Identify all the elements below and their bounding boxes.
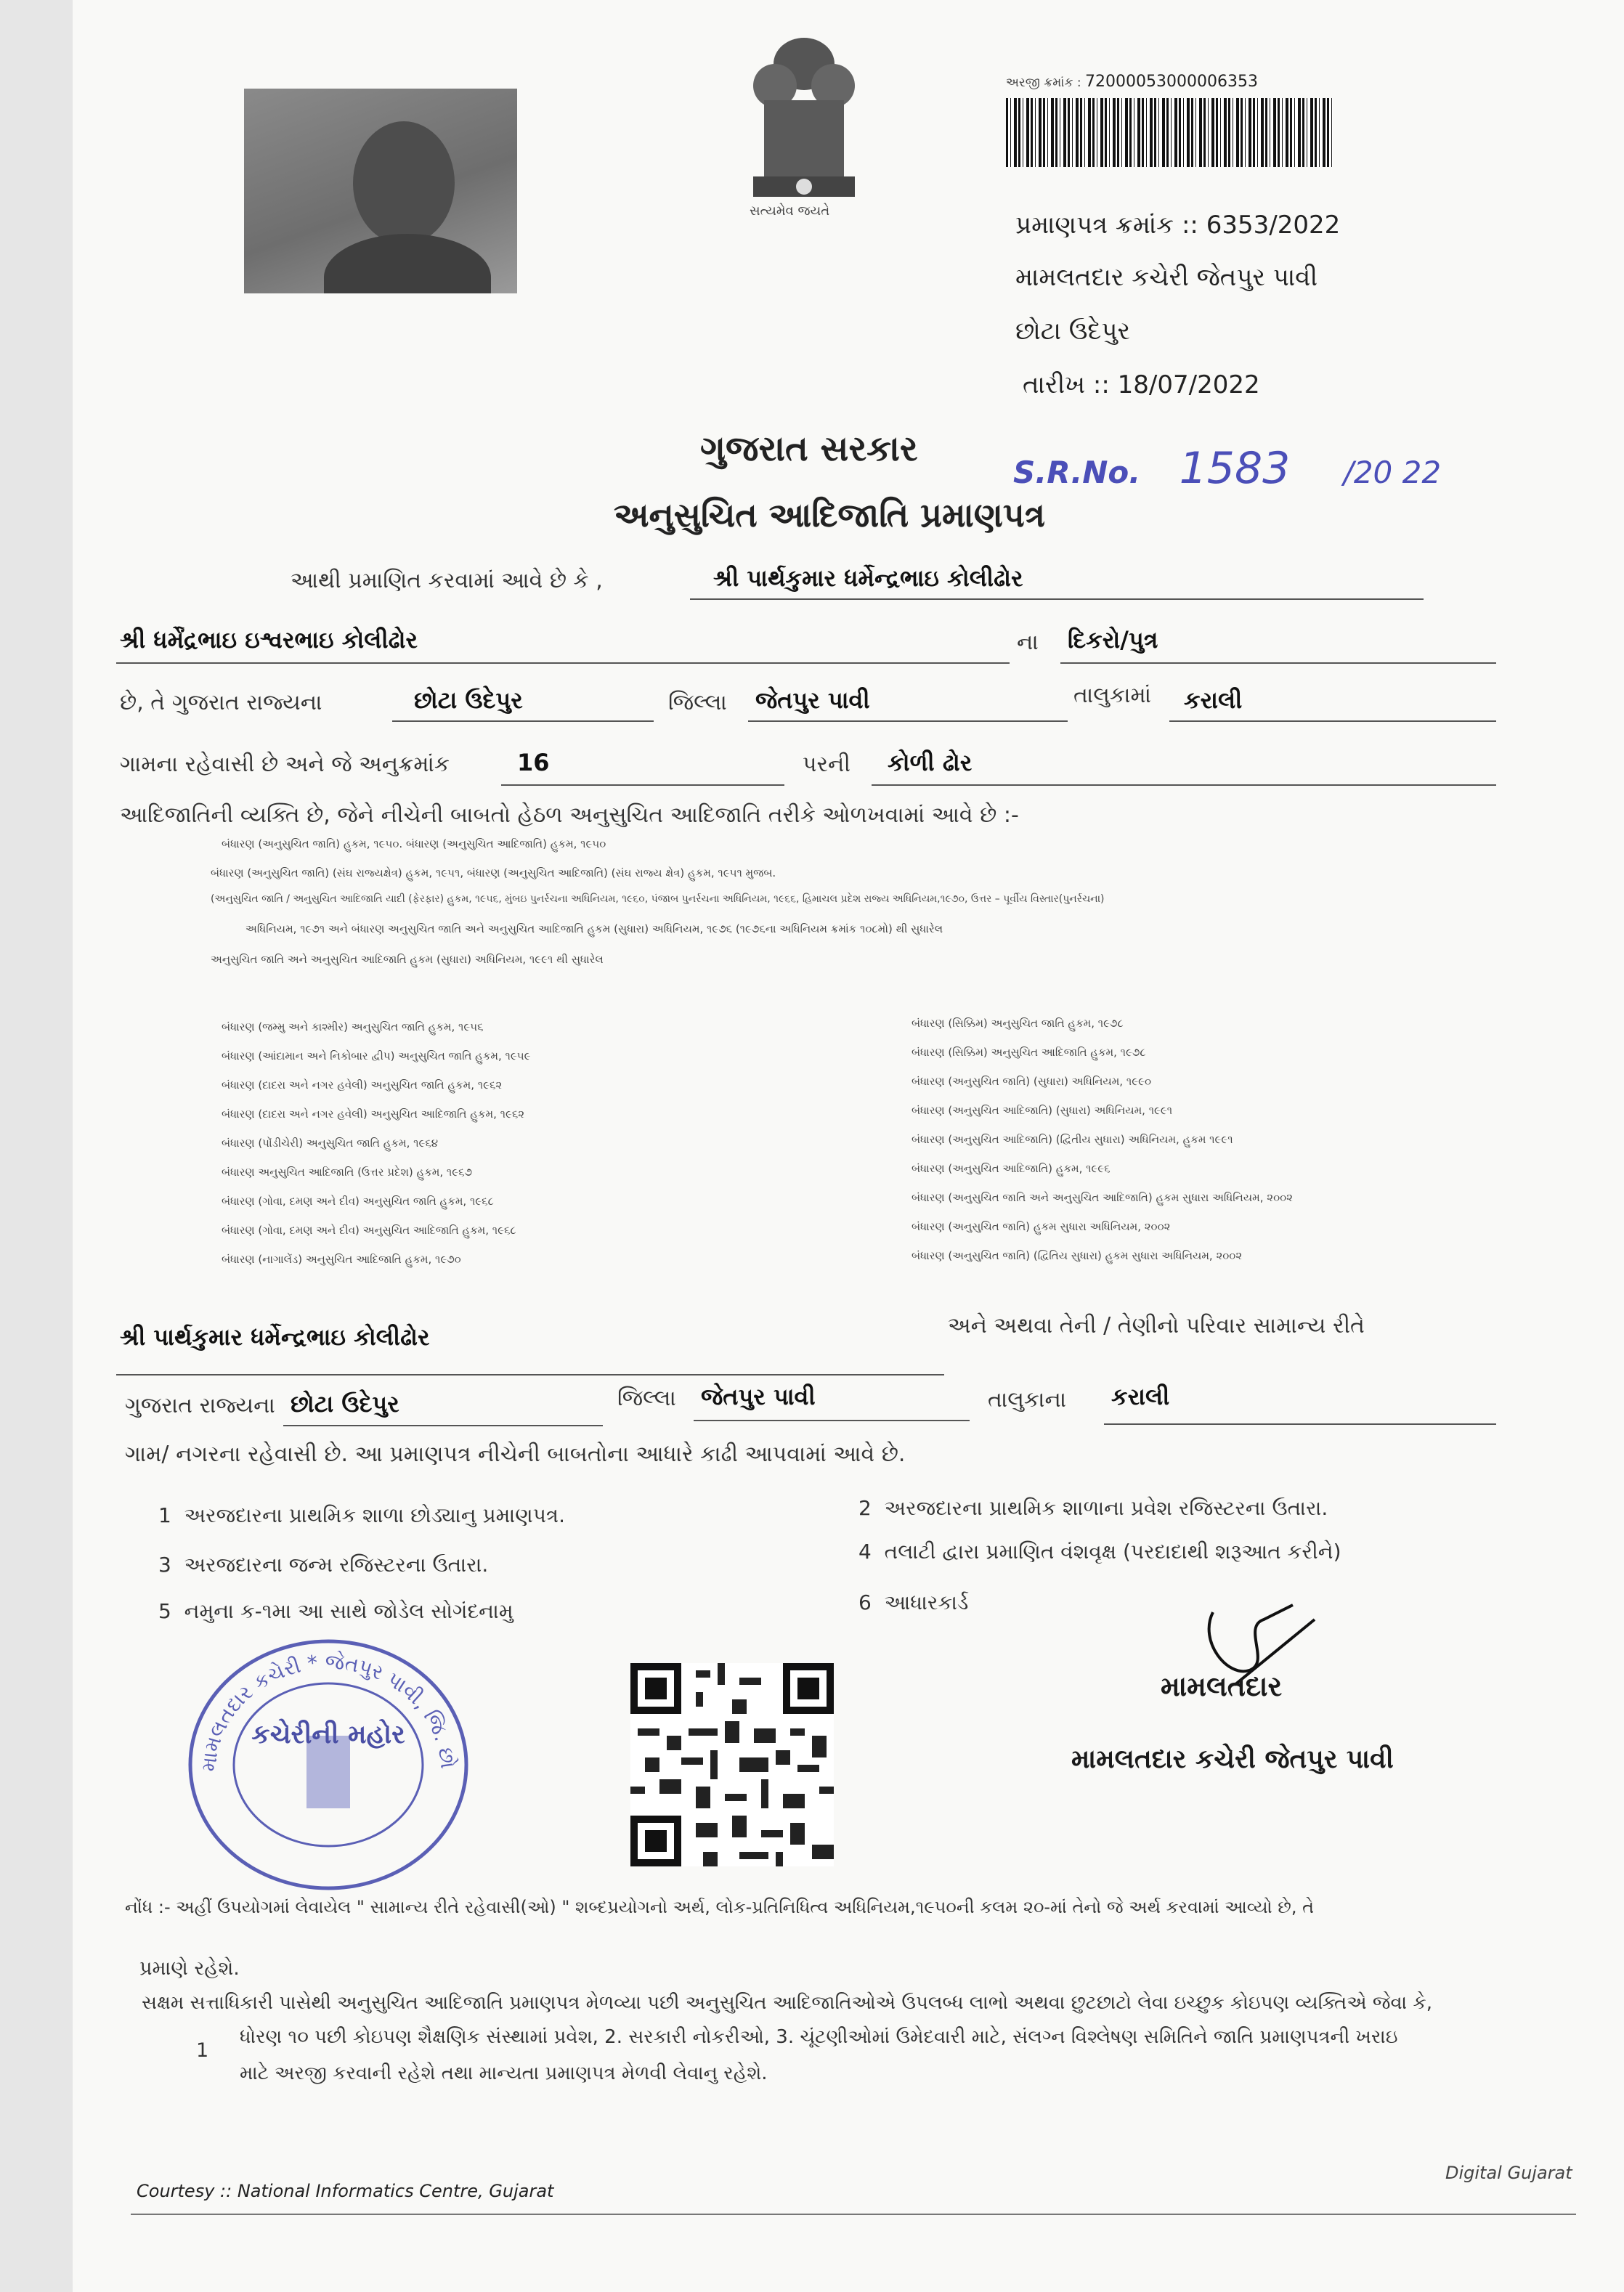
footer-courtesy: Courtesy :: National Informatics Centre, Gujarat bbox=[137, 2181, 554, 2201]
sr-number: 1583 bbox=[1179, 443, 1291, 494]
order-item: બંધારણ (નાગાલેંડ) અનુસુચિત આદિજાતિ હુકમ, ૧૯૭૦ bbox=[222, 1253, 461, 1266]
order-item: બંધારણ (અનુસુચિત આદિજાતિ) (સુધારા) અધિનિયમ, ૧૯૯૧ bbox=[912, 1104, 1173, 1117]
applicant-village: કરાલી bbox=[1184, 686, 1243, 714]
order-item: બંધારણ (અનુસુચિત જાતિ અને અનુસુચિત આદિજાતિ) હુકમ સુધારા અધિનિયમ, ૨૦૦૨ bbox=[912, 1191, 1293, 1204]
orders-right-column bbox=[912, 1017, 1536, 1278]
issuing-office: મામલતદાર કચેરી જેતપુર પાવી bbox=[1015, 263, 1318, 292]
note-line: માટે અરજી કરવાની રહેશે તથા માન્યતા પ્રમાણપત્ર મેળવી લેવાનુ રહેશે. bbox=[240, 2063, 768, 2084]
government-title: ગુજરાત સરકાર bbox=[700, 428, 918, 469]
document-text: અરજદારના પ્રાથમિક શાળાના પ્રવેશ રજિસ્ટરના ઉતારા. bbox=[884, 1496, 1328, 1520]
document-item bbox=[158, 1553, 488, 1577]
issuing-district: છોટા ઉદેપુર bbox=[1015, 317, 1131, 346]
document-number: 5 bbox=[158, 1599, 171, 1623]
residence-village: કરાલી bbox=[1111, 1383, 1170, 1410]
order-item: બંધારણ (અનુસુચિત જાતિ) (સુધારા) અધિનિયમ, ૧૯૯૦ bbox=[912, 1075, 1151, 1088]
document-item bbox=[158, 1503, 565, 1528]
residence-taluka: જેતપુર પાવી bbox=[701, 1383, 816, 1410]
note-item-number: 1 bbox=[196, 2039, 209, 2062]
form-number-label: અરજી ક્રમાંક bbox=[1006, 76, 1073, 90]
certificate-number-line bbox=[1015, 211, 1340, 240]
sr-year: /20 22 bbox=[1343, 455, 1442, 490]
certificate-number: 6353/2022 bbox=[1206, 211, 1341, 240]
order-item: બંધારણ (અનુસુચિત જાતિ) (દ્વિતિય સુધારા) હુકમ સુધારા અધિનિયમ, ૨૦૦૨ bbox=[912, 1249, 1243, 1262]
applicant-photo bbox=[244, 89, 517, 293]
of-label: ના bbox=[1017, 630, 1039, 655]
tribe-name: કોળી ઢોર bbox=[888, 749, 973, 776]
document-text: અરજદારના જન્મ રજિસ્ટરના ઉતારા. bbox=[184, 1553, 489, 1577]
issue-date: 18/07/2022 bbox=[1117, 370, 1260, 399]
seal-ring-text: મામલતદાર કચેરી * જેતપુર પાવી, જિ. છો bbox=[196, 1649, 460, 1773]
order-item: બંધારણ (સિક્કિમ) અનુસુચિત જાતિ હુકમ, ૧૯૭૮ bbox=[912, 1017, 1124, 1030]
document-number: 1 bbox=[158, 1503, 171, 1527]
signatory-title: મામલતદાર bbox=[1161, 1670, 1283, 1702]
document-number: 6 bbox=[858, 1590, 872, 1614]
document-item bbox=[858, 1590, 968, 1615]
form-number-line: અરજી ક્રમાંક : 72000053000006353 bbox=[1006, 73, 1258, 91]
residence-taluka-label: તાલુકાના bbox=[988, 1387, 1067, 1413]
document-text: નમુના ક-૧મા આ સાથે જોડેલ સોગંદનામુ bbox=[184, 1599, 513, 1623]
order-item: બંધારણ (અનુસુચિત આદિજાતિ) હુકમ, ૧૯૯૬ bbox=[912, 1162, 1111, 1175]
order-line: અનુસુચિત જાતિ અને અનુસુચિત આદિજાતિ હુકમ (સુધારા) અધિનિયમ, ૧૯૯૧ થી સુધારેલ bbox=[211, 953, 604, 966]
barcode bbox=[1006, 98, 1333, 167]
order-item: બંધારણ અનુસુચિત આદિજાતિ (ઉત્તર પ્રદેશ) હુકમ, ૧૯૬૭ bbox=[222, 1166, 472, 1179]
seal-center-text: કચેરીની મહોર bbox=[251, 1720, 405, 1750]
document-number: 4 bbox=[858, 1540, 872, 1564]
sr-number-label: S.R.No. bbox=[1013, 455, 1141, 490]
document-item bbox=[858, 1496, 1328, 1521]
resident-label: ગામના રહેવાસી છે અને જે અનુક્રમાંક bbox=[120, 752, 450, 777]
district-label: જિલ્લા bbox=[668, 690, 727, 715]
certificate-number-label: પ્રમાણપત્ર ક્રમાંક :: bbox=[1015, 211, 1198, 240]
order-item: બંધારણ (ગોવા, દમણ અને દીવ) અનુસુચિત આદિજાતિ હુકમ, ૧૯૬૮ bbox=[222, 1224, 516, 1237]
footer-digital-gujarat: Digital Gujarat bbox=[1445, 2163, 1572, 2183]
note-line: સક્ષમ સત્તાધિકારી પાસેથી અનુસુચિત આદિજાતિ પ્રમાણપત્ર મેળવ્યા પછી અનુસુચિત આદિજાતિઓએ ઉપલબ્ધ લાભો અથવા છુટછાટો લેવા ઇચ્છુક કોઇપણ વ્યક્તિએ જેવા કે, bbox=[142, 1992, 1432, 2014]
document-text: આધારકાર્ડ bbox=[884, 1590, 969, 1614]
state-label: છે, તે ગુજરાત રાજ્યના bbox=[120, 690, 322, 715]
residence-name: શ્રી પાર્થકુમાર ધર્મેન્દ્રભાઇ કોલીઢોર bbox=[120, 1323, 430, 1351]
family-text: અને અથવા તેની / તેણીનો પરિવાર સામાન્ય રીતે bbox=[948, 1313, 1365, 1338]
form-number: 72000053000006353 bbox=[1085, 73, 1258, 91]
issue-date-line bbox=[1023, 370, 1260, 399]
order-item: બંધારણ (ગોવા, દમણ અને દીવ) અનુસુચિત જાતિ હુકમ, ૧૯૬૮ bbox=[222, 1195, 494, 1208]
order-item: બંધારણ (સિક્કિમ) અનુસુચિત આદિજાતિ હુકમ, ૧૯૭૮ bbox=[912, 1046, 1146, 1059]
residence-district: છોટા ઉદેપુર bbox=[291, 1390, 399, 1418]
signatory-office: મામલતદાર કચેરી જેતપુર પાવી bbox=[1071, 1744, 1394, 1774]
residence-district-label: જિલ્લા bbox=[617, 1386, 676, 1411]
note-line: પ્રમાણે રહેશે. bbox=[139, 1957, 240, 1980]
serial-number: 16 bbox=[517, 749, 550, 776]
tribe-recognition-text: આદિજાતિની વ્યક્તિ છે, જેને નીચેની બાબતો હેઠળ અનુસુચિત આદિજાતિ તરીકે ઓળખવામાં આવે છે :- bbox=[120, 802, 1019, 828]
qr-code bbox=[630, 1663, 834, 1866]
order-line: બંધારણ (અનુસુચિત જાતિ) હુકમ, ૧૯૫૦. બંધારણ (અનુસુચિત આદિજાતિ) હુકમ, ૧૯૫૦ bbox=[222, 837, 606, 850]
order-item: બંધારણ (આંદામાન અને નિકોબાર દ્વીપ) અનુસુચિત જાતિ હુકમ, ૧૯૫૯ bbox=[222, 1049, 531, 1062]
order-item: બંધારણ (દાદરા અને નગર હવેલી) અનુસુચિત આદિજાતિ હુકમ, ૧૯૬૨ bbox=[222, 1108, 525, 1121]
document-text: તલાટી દ્વારા પ્રમાણિત વંશવૃક્ષ (પરદાદાથી શરૂઆત કરીને) bbox=[884, 1540, 1341, 1564]
order-item: બંધારણ (પોંડીચેરી) અનુસુચિત જાતિ હુકમ, ૧૯૬૪ bbox=[222, 1137, 439, 1150]
document-number: 3 bbox=[158, 1553, 171, 1577]
document-number: 2 bbox=[858, 1496, 872, 1520]
order-item: બંધારણ (અનુસુચિત આદિજાતિ) (દ્વિતીય સુધારા) અધિનિયમ, હુકમ ૧૯૯૧ bbox=[912, 1133, 1233, 1146]
certify-text: આથી પ્રમાણિત કરવામાં આવે છે કે , bbox=[291, 568, 603, 593]
basis-text: ગામ/ નગરના રહેવાસી છે. આ પ્રમાણપત્ર નીચેની બાબતોના આધારે કાઢી આપવામાં આવે છે. bbox=[125, 1442, 906, 1467]
sr-number-stamp bbox=[1013, 443, 1441, 494]
document-item bbox=[158, 1599, 513, 1624]
office-seal bbox=[183, 1634, 474, 1895]
national-emblem bbox=[735, 35, 873, 224]
relation: દિકરો/પુત્ર bbox=[1068, 626, 1158, 654]
applicant-name: શ્રી પાર્થકુમાર ધર્મેન્દ્રભાઇ કોલીઢોર bbox=[713, 564, 1023, 592]
order-line: અધિનિયમ, ૧૯૭૧ અને બંધારણ અનુસુચિત જાતિ અને અનુસુચિત આદિજાતિ હુકમ (સુધારા) અધિનિયમ, ૧૯૭૬ (૧૯૭૬ના અધિનિયમ ક્રમાંક ૧૦૮મો) થી સુધારેલ bbox=[245, 922, 943, 935]
taluka-label: તાલુકામાં bbox=[1073, 683, 1151, 708]
order-item: બંધારણ (દાદરા અને નગર હવેલી) અનુસુચિત જાતિ હુકમ, ૧૯૬૨ bbox=[222, 1078, 503, 1092]
note-line: નોંધ :- અહીં ઉપયોગમાં લેવાયેલ " સામાન્ય રીતે રહેવાસી(ઓ) " શબ્દપ્રયોગનો અર્થ, લોક-પ્રતિનિધિત્વ અધિનિયમ,૧૯૫૦ની કલમ ૨૦-માં તેનો જે અર્થ કરવામાં આવ્યો છે, તે bbox=[125, 1897, 1314, 1917]
document-item bbox=[858, 1540, 1341, 1564]
applicant-district: છોટા ઉદેપુર bbox=[414, 686, 523, 714]
order-line: બંધારણ (અનુસુચિત જાતિ) (સંઘ રાજ્યક્ષેત્ર) હુકમ, ૧૯૫૧, બંધારણ (અનુસુચિત આદિજાતિ) (સંઘ રાજ્ય ક્ષેત્ર) હુકમ, ૧૯૫૧ મુજબ. bbox=[211, 866, 776, 879]
emblem-motto: સત્યમેવ જયતે bbox=[750, 203, 830, 219]
certificate-title: અનુસુચિત આદિજાતિ પ્રમાણપત્ર bbox=[614, 495, 1046, 535]
on-label: પરની bbox=[803, 752, 850, 777]
residence-state-label: ગુજરાત રાજ્યના bbox=[125, 1393, 275, 1418]
order-item: બંધારણ (જમ્મુ અને કાશ્મીર) અનુસુચિત જાતિ હુકમ, ૧૯૫૬ bbox=[222, 1020, 484, 1033]
father-name: શ્રી ધર્મેંદ્રભાઇ ઇશ્વરભાઇ કોલીઢોર bbox=[120, 626, 418, 654]
document-text: અરજદારના પ્રાથમિક શાળા છોડ્યાનુ પ્રમાણપત્ર. bbox=[184, 1503, 565, 1527]
order-line: (અનુસુચિત જાતિ / અનુસુચિત આદિજાતિ યાદી (ફેરફાર) હુકમ, ૧૯૫૬, મુંબઇ પુનર્રચના અધિનિયમ, ૧૯૬૦, પંજાબ પુનર્રચના અધિનિયમ, ૧૯૬૬, હિમાચલ પ્રદેશ રાજ્ય અધિનિયમ,૧૯૭૦, ઉત્તર – પૂર્વીય વિસ્તાર(પુનર્રચના) bbox=[211, 893, 1105, 905]
applicant-taluka: જેતપુર પાવી bbox=[755, 686, 870, 714]
note-line: ધોરણ ૧૦ પછી કોઇપણ શૈક્ષણિક સંસ્થામાં પ્રવેશ, 2. સરકારી નોકરીઓ, 3. ચૂંટણીઓમાં ઉમેદવારી માટે, સંલગ્ન વિશ્લેષણ સમિતિને જાતિ પ્રમાણપત્રની ખરાઇ bbox=[240, 2026, 1398, 2048]
order-item: બંધારણ (અનુસુચિત જાતિ) હુકમ સુધારા અધિનિયમ, ૨૦૦૨ bbox=[912, 1220, 1171, 1233]
issue-date-label: તારીખ :: bbox=[1023, 370, 1110, 399]
orders-left-column bbox=[222, 1020, 803, 1282]
